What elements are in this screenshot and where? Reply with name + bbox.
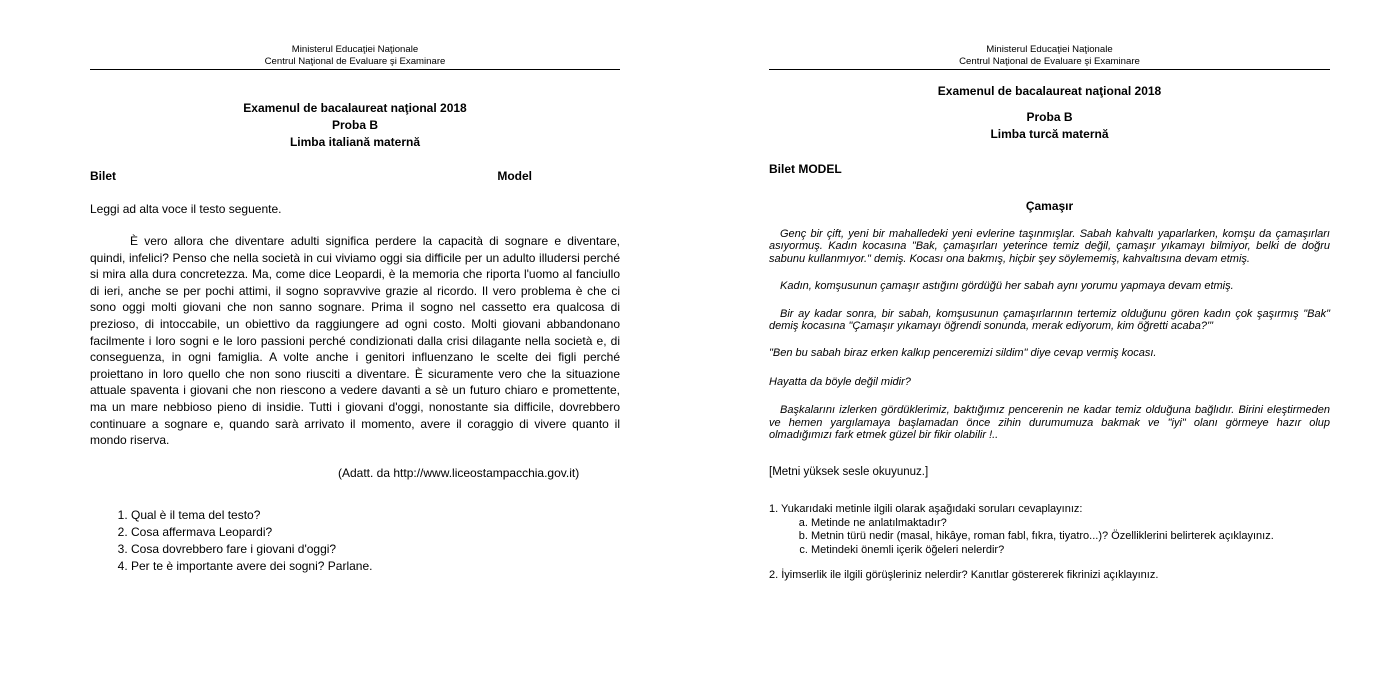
proba-label: Proba B — [331, 118, 378, 132]
exam-title-block — [769, 83, 1330, 143]
question-item: 3. Cosa dovrebbero fare i giovani d'oggi? — [131, 541, 620, 558]
question-list — [90, 507, 620, 575]
ministry-header — [769, 0, 1330, 70]
story-paragraph: Hayatta da böyle değil midir? — [769, 375, 911, 388]
center-name: Centrul Naţional de Evaluare şi Examinare — [959, 55, 1140, 67]
question-item: 4. Per te è importante avere dei sogni? Parlane. — [131, 558, 620, 575]
story-paragraph: "Ben bu sabah biraz erken kalkıp penceremizi sildim" diye cevap vermiş kocası. — [769, 347, 1157, 360]
question-1-subitems — [769, 517, 1330, 557]
ministry-header — [90, 0, 620, 70]
bilet-row — [90, 169, 620, 183]
question-2: 2. İyimserlik ile ilgili görüşleriniz nelerdir? Kanıtlar göstererek fikrinizi açıklayınız. — [769, 569, 1159, 582]
center-name: Centrul Naţional de Evaluare şi Examinare — [264, 55, 446, 67]
bilet-row — [769, 162, 1330, 176]
question-subitem: a. Metinde ne anlatılmaktadır? — [811, 517, 1330, 530]
question-subitem: b. Metnin türü nedir (masal, hikâye, roman fabl, fıkra, tiyatro...)? Özelliklerini belirterek açıklayınız. — [811, 530, 1330, 543]
reading-instruction: Leggi ad alta voce il testo seguente. — [90, 202, 282, 216]
model-label: Model — [497, 169, 532, 183]
bilet-label: Bilet — [90, 169, 117, 183]
story-paragraph: Bir ay kadar sonra, bir sabah, komşusunun çamaşırlarının tertemiz olduğunu gören kadın çok şaşırmış "Bak" demiş kocasına "Çamaşır yıkamayı öğrendi sonunda, merak ediyorum, kim öğretti acaba?'" — [769, 307, 1330, 333]
question-subitem: c. Metindeki önemli içerik öğeleri nelerdir? — [811, 544, 1330, 557]
bilet-label: Bilet MODEL — [769, 162, 842, 176]
story-paragraph: Genç bir çift, yeni bir mahalledeki yeni evlerine taşınmışlar. Sabah kahvaltı yaparlarken, komşu da çamaşırları asıyormuş. Kadın kocasına "Bak, çamaşırları yeterince temiz değil, çamaşır yıkamayı bilmiyor, belki de doğru sabunu kullanmıyor." demiş. Kocası ona bakmış, hiçbir şey söylememiş, kahvaltısına devam etmiş. — [769, 228, 1330, 265]
story-paragraph: Kadın, komşusunun çamaşır astığını gördüğü her sabah aynı yorumu yapmaya devam etmiş. — [780, 280, 1234, 293]
italian-exam-page — [90, 0, 620, 700]
ministry-name: Ministerul Educaţiei Naţionale — [986, 44, 1113, 55]
exam-title: Examenul de bacalaureat naţional 2018 — [937, 84, 1162, 98]
turkish-exam-page — [769, 0, 1330, 700]
ministry-name: Ministerul Educaţiei Naţionale — [291, 44, 419, 55]
question-item: 2. Cosa affermava Leopardi? — [131, 524, 620, 541]
proba-label: Proba B — [1026, 110, 1073, 124]
story-paragraph: Başkalarını izlerken gördüklerimiz, baktığımız pencerenin ne kadar temiz olduğuna bağlıdır. Birini eleştirmeden ve hemen yargılamaya başlamadan önce zihin durumumuza bakmak ve "iyi" olanı görmeye hazır olup olmadığımızı fark etmek güzel bir fikir olabilir !.. — [769, 404, 1330, 442]
subject-label: Limba italiană maternă — [289, 135, 421, 149]
reading-passage: È vero allora che diventare adulti significa perdere la capacità di sognare e diventare, quindi, infelici? Penso che nella società in cui viviamo oggi sia difficile per un adulto illudersi perché si mira alla dura concretezza. Ma, come dice Leopardi, è la memoria che riporta l'uomo al fanciullo di ieri, anche se per pochi attimi, il sogno sopravvive grazie al ricordo. Il vero problema è che ci sono oggi molti giovani che non sanno sognare. Prima il sogno nel cassetto era qualcosa di prezioso, di intoccabile, un obiettivo da raggiungere ad ogni costo. Molti giovani abbandonano facilmente i loro sogni e le loro passioni perché condizionati dalla crisi dilagante nella società e, di conseguenza, in ogni famiglia. A volte anche i genitori influenzano le scelte dei figli perché proiettano in loro quello che non sono riusciti a diventare. È sicuramente vero che la situazione attuale spaventa i giovani che non riescono a vedere davanti a sè un futuro chiaro e promettente, ma un mare nebbioso pieno di insidie. Tutti i giovani d'oggi, nonostante sia difficile, dovrebbero continuare a sognare e, quando sarà arrivato il momento, avere il coraggio di vivere quanto il mondo riserva. — [90, 234, 620, 448]
reading-instruction: [Metni yüksek sesle okuyunuz.] — [769, 466, 929, 479]
exam-title: Examenul de bacalaureat naţional 2018 — [243, 101, 467, 115]
exam-title-block — [90, 100, 620, 151]
source-citation: (Adatt. da http://www.liceostampacchia.gov.it) — [338, 465, 580, 480]
story-title: Çamaşır — [1025, 199, 1074, 213]
question-1: 1. Yukarıdaki metinle ilgili olarak aşağıdaki soruları cevaplayınız: — [769, 503, 1083, 516]
question-item: 1. Qual è il tema del testo? — [131, 507, 620, 524]
subject-label: Limba turcă maternă — [990, 127, 1109, 141]
